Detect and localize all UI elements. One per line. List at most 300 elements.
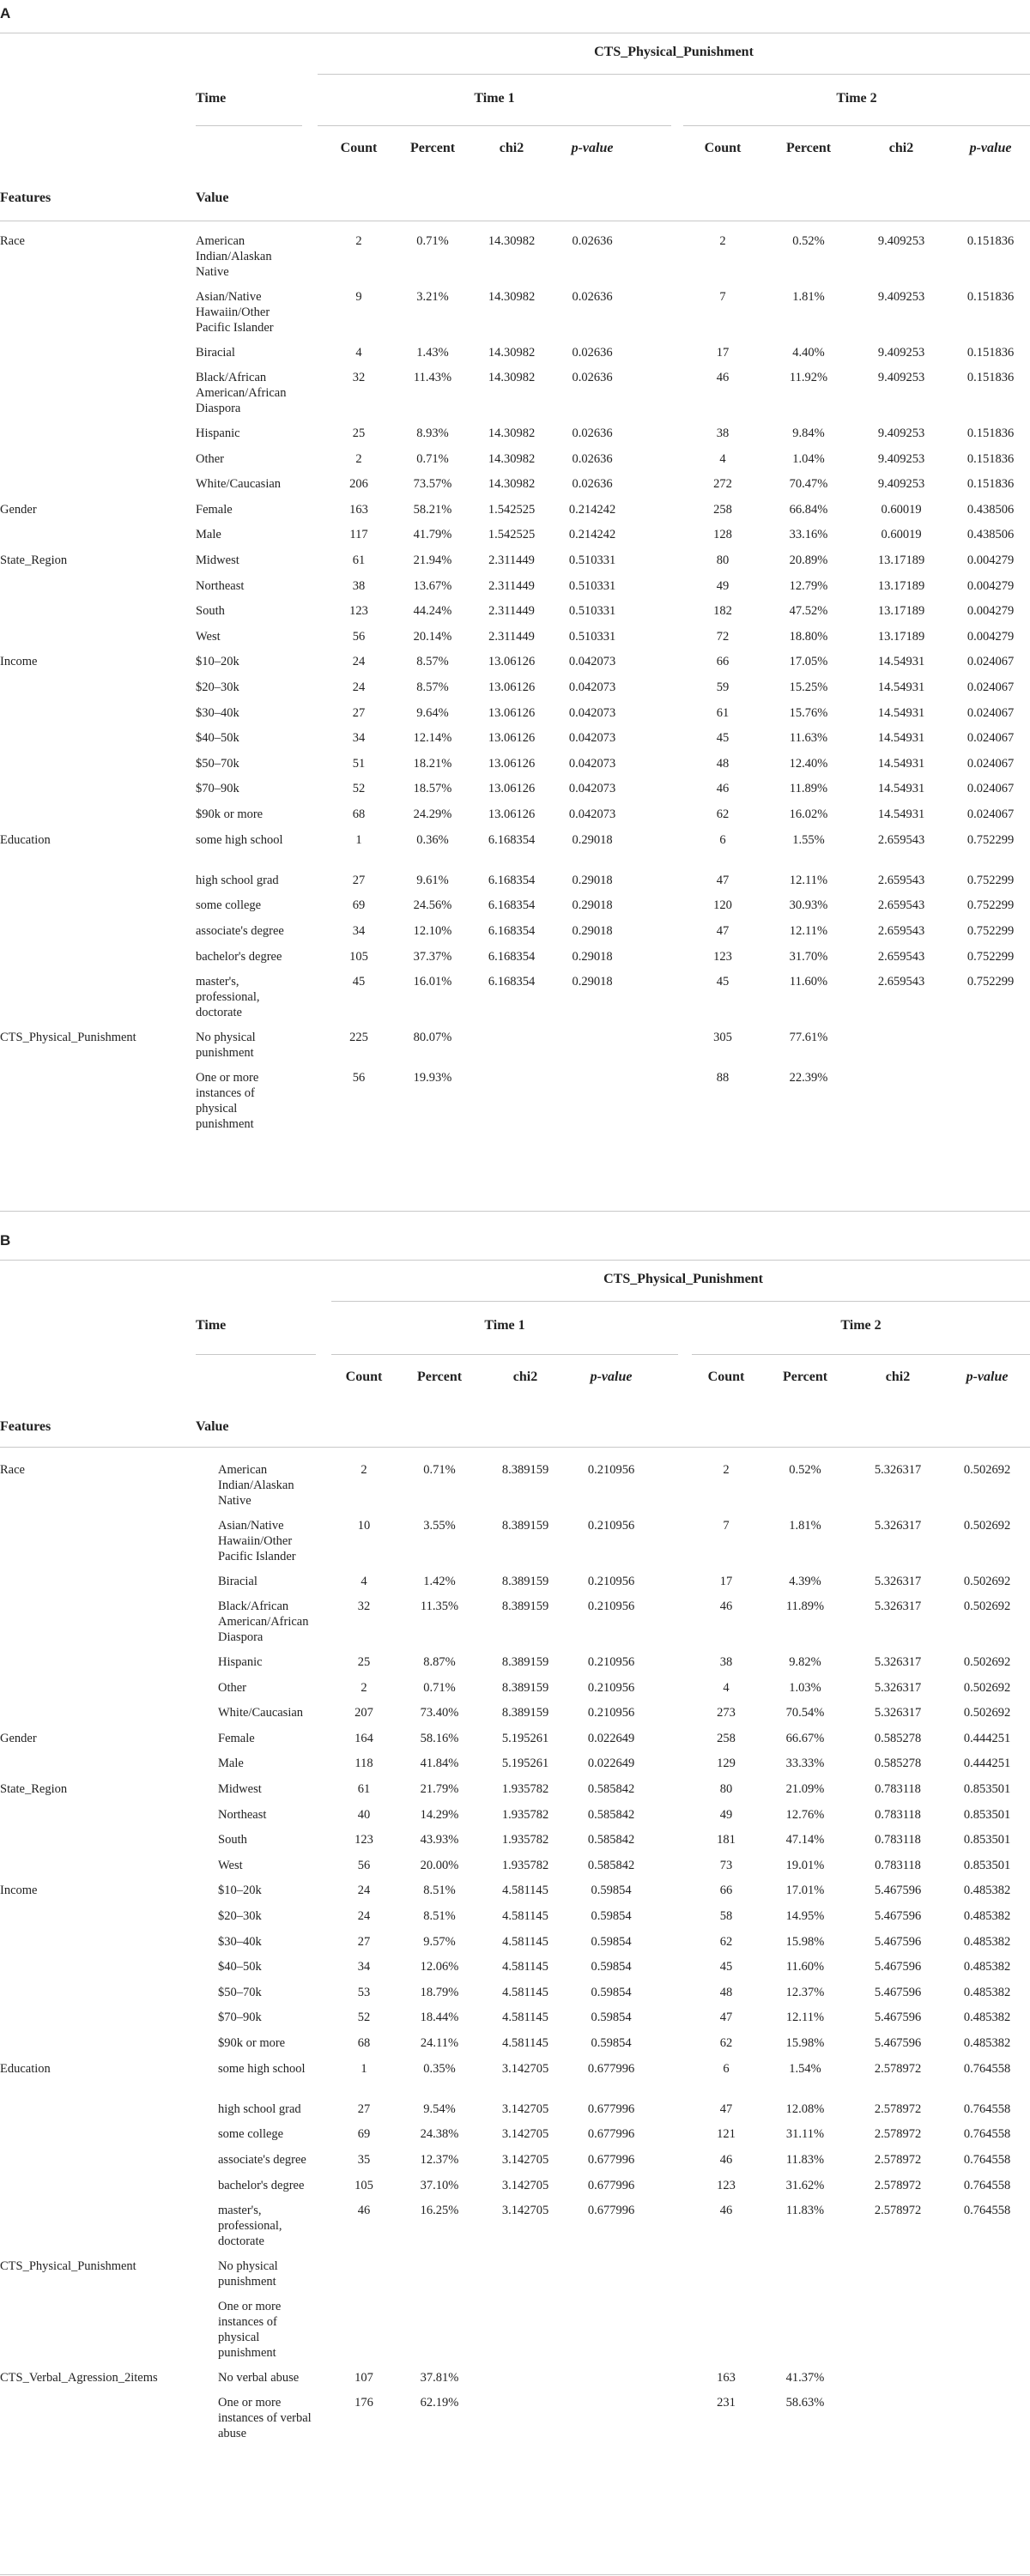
- table-cell: 0.024067: [966, 807, 1015, 821]
- table-cell: 45: [716, 731, 730, 746]
- table-cell: 11.92%: [789, 371, 828, 385]
- table-cell: 5.326317: [874, 1463, 922, 1477]
- table-cell: 0.042073: [568, 655, 616, 669]
- table-cell: 0.004279: [966, 629, 1015, 644]
- table-cell: 46: [357, 2204, 371, 2218]
- table-cell: 12.06%: [420, 1960, 459, 1974]
- table-cell: 0.151836: [966, 345, 1015, 360]
- features-header: Features: [0, 190, 52, 205]
- table-cell: 0.752299: [966, 873, 1015, 887]
- table-cell: 117: [349, 528, 368, 542]
- table-cell: 24: [357, 1909, 371, 1923]
- table-cell: 68: [352, 807, 366, 821]
- table-row: [0, 923, 1030, 949]
- table-row: [0, 949, 1030, 975]
- table-cell: 1.935782: [501, 1807, 549, 1822]
- table-row: [0, 451, 1030, 477]
- row-value-label: Male: [218, 1757, 244, 1771]
- table-cell: 61: [357, 1782, 371, 1796]
- table-cell: 0.71%: [416, 234, 449, 248]
- time-1-rule: [318, 125, 671, 126]
- table-cell: 5.467596: [874, 1884, 922, 1898]
- row-value-label: $50–70k: [196, 756, 239, 771]
- table-row: [0, 629, 1030, 655]
- table-cell: 0.151836: [966, 234, 1015, 248]
- table-cell: 0.502692: [963, 1574, 1011, 1588]
- table-row: [0, 2035, 1030, 2061]
- table-cell: 8.389159: [501, 1680, 549, 1695]
- table-cell: 0.502692: [963, 1599, 1011, 1614]
- table-cell: 11.35%: [420, 1599, 459, 1614]
- table-cell: 0.485382: [963, 1909, 1011, 1923]
- table-cell: 6.168354: [488, 949, 536, 964]
- table-cell: 121: [717, 2127, 736, 2142]
- column-header: Count: [704, 141, 742, 155]
- table-cell: 4.581145: [502, 1960, 548, 1974]
- table-cell: 16.01%: [413, 975, 452, 989]
- table-cell: 34: [357, 1960, 371, 1974]
- row-value-label: West: [218, 1858, 243, 1872]
- table-cell: 49: [716, 578, 730, 593]
- table-cell: 13.06126: [488, 655, 536, 669]
- column-header: [541, 141, 644, 156]
- table-cell: 14.95%: [785, 1909, 825, 1923]
- row-value-label: master's, professional, doctorate: [218, 2204, 282, 2249]
- table-cell: 13.06126: [488, 782, 536, 796]
- row-value-label: associate's degree: [218, 2153, 306, 2167]
- table-cell: 2.311449: [488, 578, 535, 593]
- table-cell: 10: [357, 1518, 371, 1533]
- table-cell: 25: [352, 426, 366, 440]
- table-cell: 4.40%: [792, 345, 825, 360]
- table-cell: 4: [723, 1680, 730, 1695]
- table-cell: 0.210956: [587, 1463, 635, 1477]
- table-cell: 123: [713, 949, 732, 964]
- row-value-label: high school grad: [196, 873, 279, 887]
- table-cell: 0.444251: [963, 1757, 1011, 1771]
- table-cell: 6: [719, 832, 726, 847]
- table-cell: 0.783118: [875, 1858, 921, 1872]
- title-rule: [331, 1301, 1030, 1302]
- table-cell: 0.214242: [568, 502, 616, 517]
- feature-label: CTS_Physical_Punishment: [0, 2259, 136, 2273]
- table-cell: 2.311449: [488, 553, 535, 567]
- table-cell: 1.935782: [501, 1782, 549, 1796]
- row-value-label: Northeast: [196, 578, 245, 593]
- row-value-label: some high school: [196, 832, 283, 847]
- table-cell: 32: [352, 371, 366, 385]
- table-cell: 46: [716, 782, 730, 796]
- table-cell: 31.11%: [785, 2127, 825, 2142]
- table-cell: 30.93%: [789, 898, 828, 913]
- table-cell: 48: [716, 756, 730, 771]
- row-value-label: $30–40k: [218, 1934, 262, 1949]
- table-cell: 0.59854: [591, 1909, 632, 1923]
- table-cell: 0.485382: [963, 1960, 1011, 1974]
- feature-label: Income: [0, 655, 38, 669]
- table-cell: 258: [717, 1731, 736, 1745]
- column-header: [560, 1370, 663, 1385]
- column-header: chi2: [512, 1370, 538, 1384]
- table-cell: 35: [357, 2153, 371, 2167]
- table-row: [0, 807, 1030, 832]
- table-cell: 273: [717, 1706, 736, 1720]
- table-cell: 58.21%: [413, 502, 452, 517]
- table-cell: 0.02636: [572, 234, 613, 248]
- table-cell: 5.326317: [874, 1599, 922, 1614]
- column-header: Percent: [785, 141, 832, 155]
- table-cell: 66.84%: [789, 502, 828, 517]
- table-cell: 6.168354: [488, 832, 536, 847]
- table-cell: 8.57%: [416, 680, 449, 694]
- table-cell: 37.81%: [420, 2370, 459, 2385]
- table-cell: 9.61%: [416, 873, 449, 887]
- table-cell: 0.042073: [568, 731, 616, 746]
- feature-label: Gender: [0, 502, 37, 517]
- table-cell: 0.042073: [568, 782, 616, 796]
- table-cell: 22.39%: [789, 1071, 828, 1085]
- table-cell: 11.43%: [413, 371, 452, 385]
- table-cell: 12.08%: [785, 2101, 825, 2116]
- feature-label: Education: [0, 832, 51, 847]
- row-value-label: $30–40k: [196, 705, 239, 720]
- table-cell: 12.11%: [789, 924, 828, 938]
- time-rule: [196, 125, 302, 126]
- table-cell: 8.51%: [423, 1909, 456, 1923]
- table-cell: 17: [719, 1574, 733, 1588]
- table-cell: 6.168354: [488, 898, 536, 913]
- table-cell: 4: [719, 451, 726, 466]
- table-cell: 15.76%: [789, 705, 828, 720]
- table-row: [0, 370, 1030, 426]
- table-cell: 0.510331: [568, 629, 616, 644]
- row-value-label: Asian/Native Hawaiin/Other Pacific Islander: [196, 289, 274, 335]
- table-cell: 0.783118: [875, 1782, 921, 1796]
- row-value-label: bachelor's degree: [218, 2178, 305, 2192]
- table-cell: 3.142705: [501, 2153, 549, 2167]
- table-cell: 0.210956: [587, 1706, 635, 1720]
- table-title: CTS_Physical_Punishment: [603, 1272, 763, 1286]
- table-cell: 37.10%: [420, 2178, 459, 2192]
- row-value-label: Female: [218, 1731, 255, 1745]
- table-cell: 9: [355, 289, 362, 304]
- table-cell: 0.585842: [587, 1807, 635, 1822]
- table-cell: 0.502692: [963, 1518, 1011, 1533]
- table-cell: 2.659543: [877, 949, 925, 964]
- row-value-label: No physical punishment: [196, 1031, 256, 1060]
- table-cell: 0.677996: [587, 2101, 635, 2116]
- table-cell: 21.79%: [420, 1782, 459, 1796]
- row-value-label: Female: [196, 502, 233, 517]
- row-value-label: some college: [218, 2127, 284, 2142]
- feature-label: State_Region: [0, 553, 68, 567]
- feature-label: Race: [0, 1463, 25, 1477]
- table-cell: 41.79%: [413, 528, 452, 542]
- row-value-label: No physical punishment: [218, 2259, 278, 2289]
- table-cell: 107: [354, 2370, 373, 2385]
- table-row: [0, 654, 1030, 680]
- table-cell: 4.581145: [502, 1909, 548, 1923]
- table-cell: 46: [719, 2204, 733, 2218]
- feature-label: CTS_Verbal_Agression_2items: [0, 2370, 158, 2385]
- table-cell: 14.30982: [488, 426, 536, 440]
- table-cell: 118: [354, 1757, 373, 1771]
- table-cell: 9.409253: [877, 289, 925, 304]
- table-cell: 272: [713, 477, 732, 492]
- table-cell: 0.585842: [587, 1833, 635, 1847]
- table-cell: 27: [352, 873, 366, 887]
- table-cell: 33.33%: [785, 1757, 825, 1771]
- table-cell: 0.71%: [416, 451, 449, 466]
- table-bottom-rule: [0, 2574, 1030, 2575]
- table-row: [0, 1599, 1030, 1654]
- table-cell: 62: [719, 2036, 733, 2050]
- table-cell: 51: [352, 756, 366, 771]
- table-cell: 16.25%: [420, 2204, 459, 2218]
- feature-label: Race: [0, 234, 25, 248]
- table-cell: 13.06126: [488, 807, 536, 821]
- table-cell: 4.581145: [502, 1884, 548, 1898]
- table-row: [0, 1985, 1030, 2011]
- row-value-label: $90k or more: [218, 2036, 286, 2050]
- table-cell: 68: [357, 2036, 371, 2050]
- table-cell: 0.151836: [966, 426, 1015, 440]
- table-cell: 14.54931: [877, 731, 925, 746]
- table-row: [0, 2259, 1030, 2299]
- table-cell: 38: [352, 578, 366, 593]
- table-row: [0, 1959, 1030, 1985]
- row-value-label: West: [196, 629, 221, 644]
- table-cell: 0.764558: [963, 2061, 1011, 2076]
- table-row: [0, 1030, 1030, 1070]
- table-cell: 225: [349, 1031, 368, 1044]
- table-cell: 0.59854: [591, 1934, 632, 1949]
- table-cell: 27: [357, 2101, 371, 2116]
- table-cell: 18.44%: [420, 2011, 459, 2025]
- table-row: [0, 426, 1030, 451]
- table-cell: 8.389159: [501, 1599, 549, 1614]
- table-top-rule: [0, 1260, 1030, 1261]
- table-cell: 62: [716, 807, 730, 821]
- table-cell: 0.02636: [572, 426, 613, 440]
- table-cell: 1.935782: [501, 1858, 549, 1872]
- table-row: [0, 233, 1030, 289]
- table-cell: 4.581145: [502, 1985, 548, 1999]
- table-cell: 9.64%: [416, 705, 449, 720]
- table-cell: 0.783118: [875, 1807, 921, 1822]
- table-cell: 13.17189: [877, 578, 925, 593]
- row-value-label: American Indian/Alaskan Native: [218, 1463, 294, 1508]
- table-cell: 14.54931: [877, 756, 925, 771]
- table-cell: 0.585278: [874, 1757, 922, 1771]
- table-cell: 52: [357, 2011, 371, 2025]
- table-cell: 0.004279: [966, 578, 1015, 593]
- column-header-text: p-value: [590, 1370, 633, 1384]
- row-value-label: $40–50k: [218, 1960, 262, 1974]
- table-row: [0, 1883, 1030, 1908]
- table-cell: 305: [713, 1031, 732, 1044]
- table-cell: 14.29%: [420, 1807, 459, 1822]
- table-cell: 0.853501: [963, 1833, 1011, 1847]
- table-row: [0, 974, 1030, 1030]
- table-cell: 6.168354: [488, 873, 536, 887]
- table-cell: 6.168354: [488, 924, 536, 938]
- table-cell: 0.764558: [963, 2153, 1011, 2167]
- table-cell: 3.142705: [501, 2178, 549, 2192]
- table-cell: 2.659543: [877, 873, 925, 887]
- row-value-label: $70–90k: [196, 782, 239, 796]
- table-cell: 62: [719, 1934, 733, 1949]
- table-cell: 56: [352, 1071, 366, 1085]
- table-cell: 13.06126: [488, 705, 536, 720]
- table-cell: 182: [713, 604, 732, 619]
- table-cell: 46: [719, 1599, 733, 1614]
- table-cell: 1: [360, 2061, 367, 2076]
- row-value-label: South: [196, 604, 225, 619]
- table-cell: 3.142705: [501, 2127, 549, 2142]
- table-cell: 0.02636: [572, 345, 613, 360]
- table-row: [0, 289, 1030, 345]
- table-cell: 0.677996: [587, 2178, 635, 2192]
- table-cell: 58.63%: [785, 2396, 825, 2410]
- table-cell: 181: [717, 1833, 736, 1847]
- table-cell: 20.00%: [420, 1858, 459, 1872]
- table-cell: 18.21%: [413, 756, 452, 771]
- table-cell: 47: [716, 924, 730, 938]
- table-row: [0, 1654, 1030, 1680]
- table-cell: 24.38%: [420, 2127, 459, 2142]
- table-cell: 14.54931: [877, 680, 925, 694]
- table-cell: 0.29018: [572, 924, 613, 938]
- table-cell: 0.210956: [587, 1599, 635, 1614]
- table-cell: 5.326317: [874, 1655, 922, 1669]
- column-header: chi2: [885, 1370, 911, 1384]
- table-cell: 123: [354, 1833, 373, 1847]
- table-cell: 73: [719, 1858, 733, 1872]
- table-cell: 0.677996: [587, 2127, 635, 2142]
- table-panel-a: [0, 0, 1030, 1214]
- table-cell: 15.98%: [785, 2036, 825, 2050]
- table-cell: 73.40%: [420, 1706, 459, 1720]
- table-cell: 1.81%: [792, 289, 825, 304]
- table-cell: 80.07%: [413, 1031, 452, 1044]
- table-cell: 46: [719, 2153, 733, 2167]
- time-2-rule: [683, 125, 1030, 126]
- table-row: [0, 781, 1030, 807]
- table-cell: 0.52%: [792, 234, 825, 248]
- table-cell: 0.042073: [568, 680, 616, 694]
- table-cell: 0.29018: [572, 832, 613, 847]
- table-cell: 17.01%: [785, 1884, 825, 1898]
- table-cell: 38: [716, 426, 730, 440]
- table-cell: 14.30982: [488, 451, 536, 466]
- row-value-label: $10–20k: [218, 1884, 262, 1898]
- table-cell: 0.024067: [966, 782, 1015, 796]
- table-cell: 0.210956: [587, 1655, 635, 1669]
- table-cell: 8.389159: [501, 1463, 549, 1477]
- row-value-label: White/Caucasian: [196, 477, 282, 492]
- table-cell: 13.06126: [488, 731, 536, 746]
- time-2-rule: [692, 1354, 1030, 1355]
- row-value-label: $40–50k: [196, 731, 239, 746]
- table-cell: 0.752299: [966, 975, 1015, 989]
- table-row: [0, 2395, 1030, 2451]
- table-cell: 163: [717, 2370, 736, 2385]
- table-cell: 70.54%: [785, 1706, 825, 1720]
- table-row: [0, 2061, 1030, 2101]
- table-cell: 0.022649: [587, 1757, 635, 1771]
- table-cell: 11.60%: [785, 1960, 825, 1974]
- table-cell: 27: [352, 705, 366, 720]
- table-cell: 0.52%: [789, 1463, 821, 1477]
- column-header: Count: [340, 141, 378, 155]
- row-value-label: master's, professional, doctorate: [196, 975, 260, 1020]
- table-cell: 0.585842: [587, 1782, 635, 1796]
- table-cell: 5.195261: [501, 1757, 549, 1771]
- table-cell: 58.16%: [420, 1731, 459, 1745]
- table-cell: 3.55%: [423, 1518, 456, 1533]
- table-cell: 0.764558: [963, 2178, 1011, 2192]
- table-cell: 1.935782: [501, 1833, 549, 1847]
- row-value-label: associate's degree: [196, 924, 284, 938]
- table-cell: 2.659543: [877, 924, 925, 938]
- row-value-label: Other: [196, 451, 225, 466]
- table-cell: 34: [352, 924, 366, 938]
- table-cell: 47.52%: [789, 604, 828, 619]
- time-1-header: Time 1: [474, 91, 515, 106]
- table-cell: 43.93%: [420, 1833, 459, 1847]
- table-cell: 0.502692: [963, 1463, 1011, 1477]
- table-cell: 61: [352, 553, 366, 567]
- table-cell: 105: [354, 2178, 373, 2192]
- table-cell: 8.51%: [423, 1884, 456, 1898]
- table-cell: 2: [719, 234, 726, 248]
- table-cell: 0.510331: [568, 604, 616, 619]
- table-cell: 5.467596: [874, 1909, 922, 1923]
- column-header: Count: [345, 1370, 383, 1384]
- table-cell: 48: [719, 1985, 733, 1999]
- table-cell: 14.30982: [488, 289, 536, 304]
- table-cell: 3.21%: [416, 289, 449, 304]
- table-cell: 0.59854: [591, 2011, 632, 2025]
- table-cell: 45: [719, 1960, 733, 1974]
- table-cell: 0.502692: [963, 1706, 1011, 1720]
- table-cell: 80: [719, 1782, 733, 1796]
- time-1-header: Time 1: [484, 1318, 525, 1333]
- row-value-label: $20–30k: [218, 1909, 262, 1923]
- table-cell: 14.30982: [488, 345, 536, 360]
- table-cell: 163: [349, 502, 368, 517]
- table-cell: 5.467596: [874, 1960, 922, 1974]
- table-cell: 0.02636: [572, 477, 613, 492]
- table-cell: 37.37%: [413, 949, 452, 964]
- table-bottom-rule: [0, 1211, 1030, 1212]
- table-cell: 5.195261: [501, 1731, 549, 1745]
- table-cell: 0.60019: [881, 502, 922, 517]
- table-cell: 0.210956: [587, 1680, 635, 1695]
- table-row: [0, 2010, 1030, 2035]
- table-cell: 19.93%: [413, 1071, 452, 1085]
- title-rule: [318, 74, 1030, 75]
- column-header: Percent: [782, 1370, 828, 1384]
- table-cell: 5.326317: [874, 1518, 922, 1533]
- table-cell: 2.578972: [874, 2101, 922, 2116]
- table-cell: 0.502692: [963, 1655, 1011, 1669]
- table-cell: 3.142705: [501, 2204, 549, 2218]
- table-cell: 0.210956: [587, 1518, 635, 1533]
- table-cell: 8.389159: [501, 1518, 549, 1533]
- table-row: [0, 476, 1030, 502]
